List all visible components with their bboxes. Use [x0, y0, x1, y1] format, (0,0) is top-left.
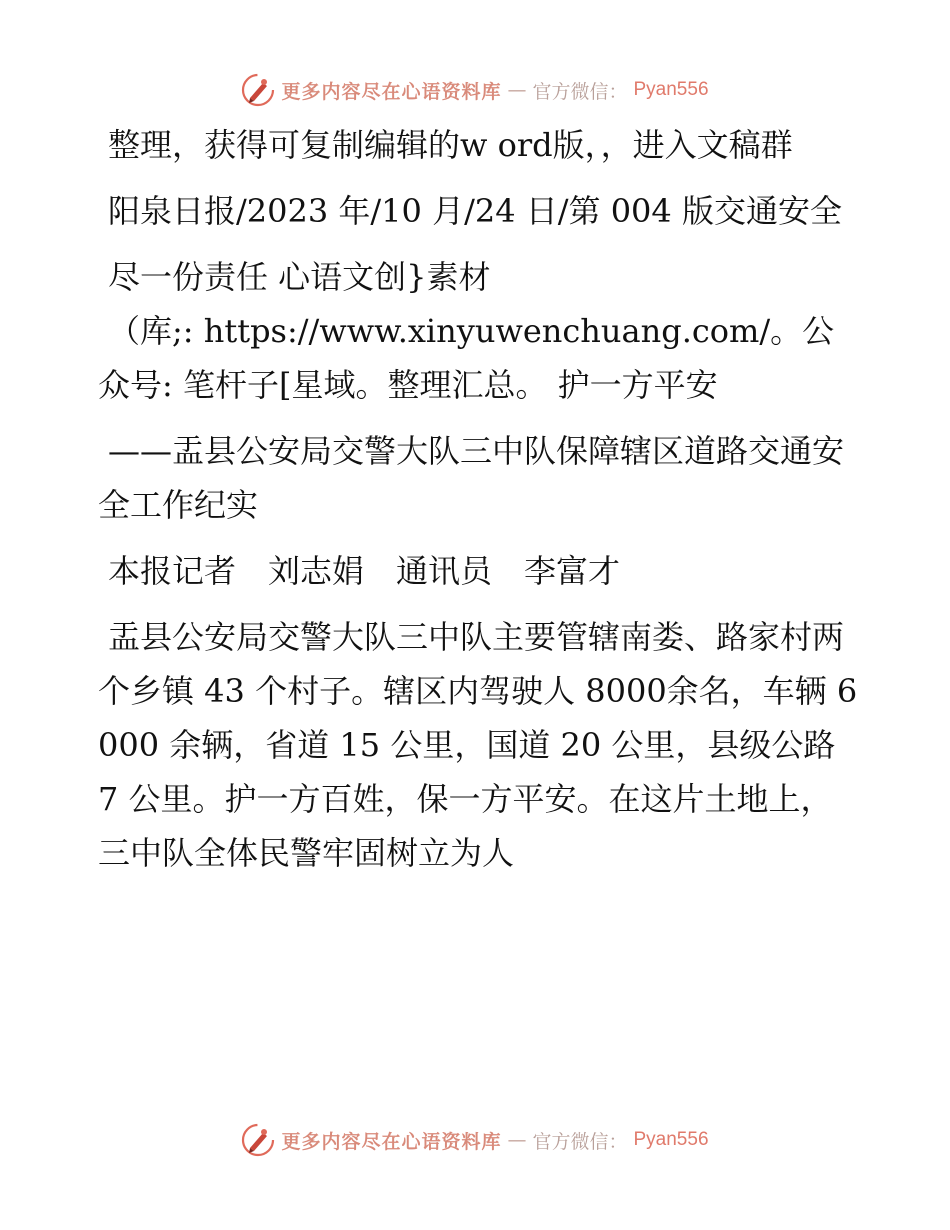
banner-separator: —: [507, 79, 527, 101]
paragraph-subtitle: ——盂县公安局交警大队三中队保障辖区道路交通安全工作纪实: [98, 432, 845, 524]
pen-logo-icon: [241, 1123, 275, 1157]
paragraph-title: 尽一份责任 心语文创}素材: [108, 258, 491, 296]
banner-site-text: 更多内容尽在心语资料库: [281, 80, 502, 103]
banner-wechat-id: Pyan556: [633, 1129, 709, 1150]
footer-banner: [0, 1120, 950, 1160]
document-body: [98, 118, 858, 892]
banner-contact-label: 官方微信：: [532, 80, 628, 103]
paragraph-notice: （库;: https://www.xinyuwenchuang.com/。公众号: 笔杆子[星域。整理汇总。 护一方平安: [98, 312, 835, 404]
banner-separator: —: [507, 1129, 527, 1151]
paragraph-intro: 整理，获得可复制编辑的w ord版，，进入文稿群: [108, 126, 793, 164]
header-banner: [0, 70, 950, 110]
paragraph-source: 阳泉日报/2023 年/10 月/24 日/第 004 版交通安全: [108, 192, 842, 230]
banner-contact-label: 官方微信：: [532, 1130, 628, 1153]
pen-logo-icon: [241, 73, 275, 107]
paragraph-byline: 本报记者 刘志娟 通讯员 李富才: [108, 552, 621, 590]
banner-wechat-id: Pyan556: [633, 79, 709, 100]
paragraph-body: 盂县公安局交警大队三中队主要管辖南娄、路家村两个乡镇 43 个村子。辖区内驾驶人 8000余名，车辆 6000 余辆，省道 15 公里，国道 20 公里，县级公路 7 公里。护一方百姓，保一方平安。在这片土地上，三中队全体民警牢固树立为人: [98, 618, 858, 872]
banner-site-text: 更多内容尽在心语资料库: [281, 1130, 502, 1153]
